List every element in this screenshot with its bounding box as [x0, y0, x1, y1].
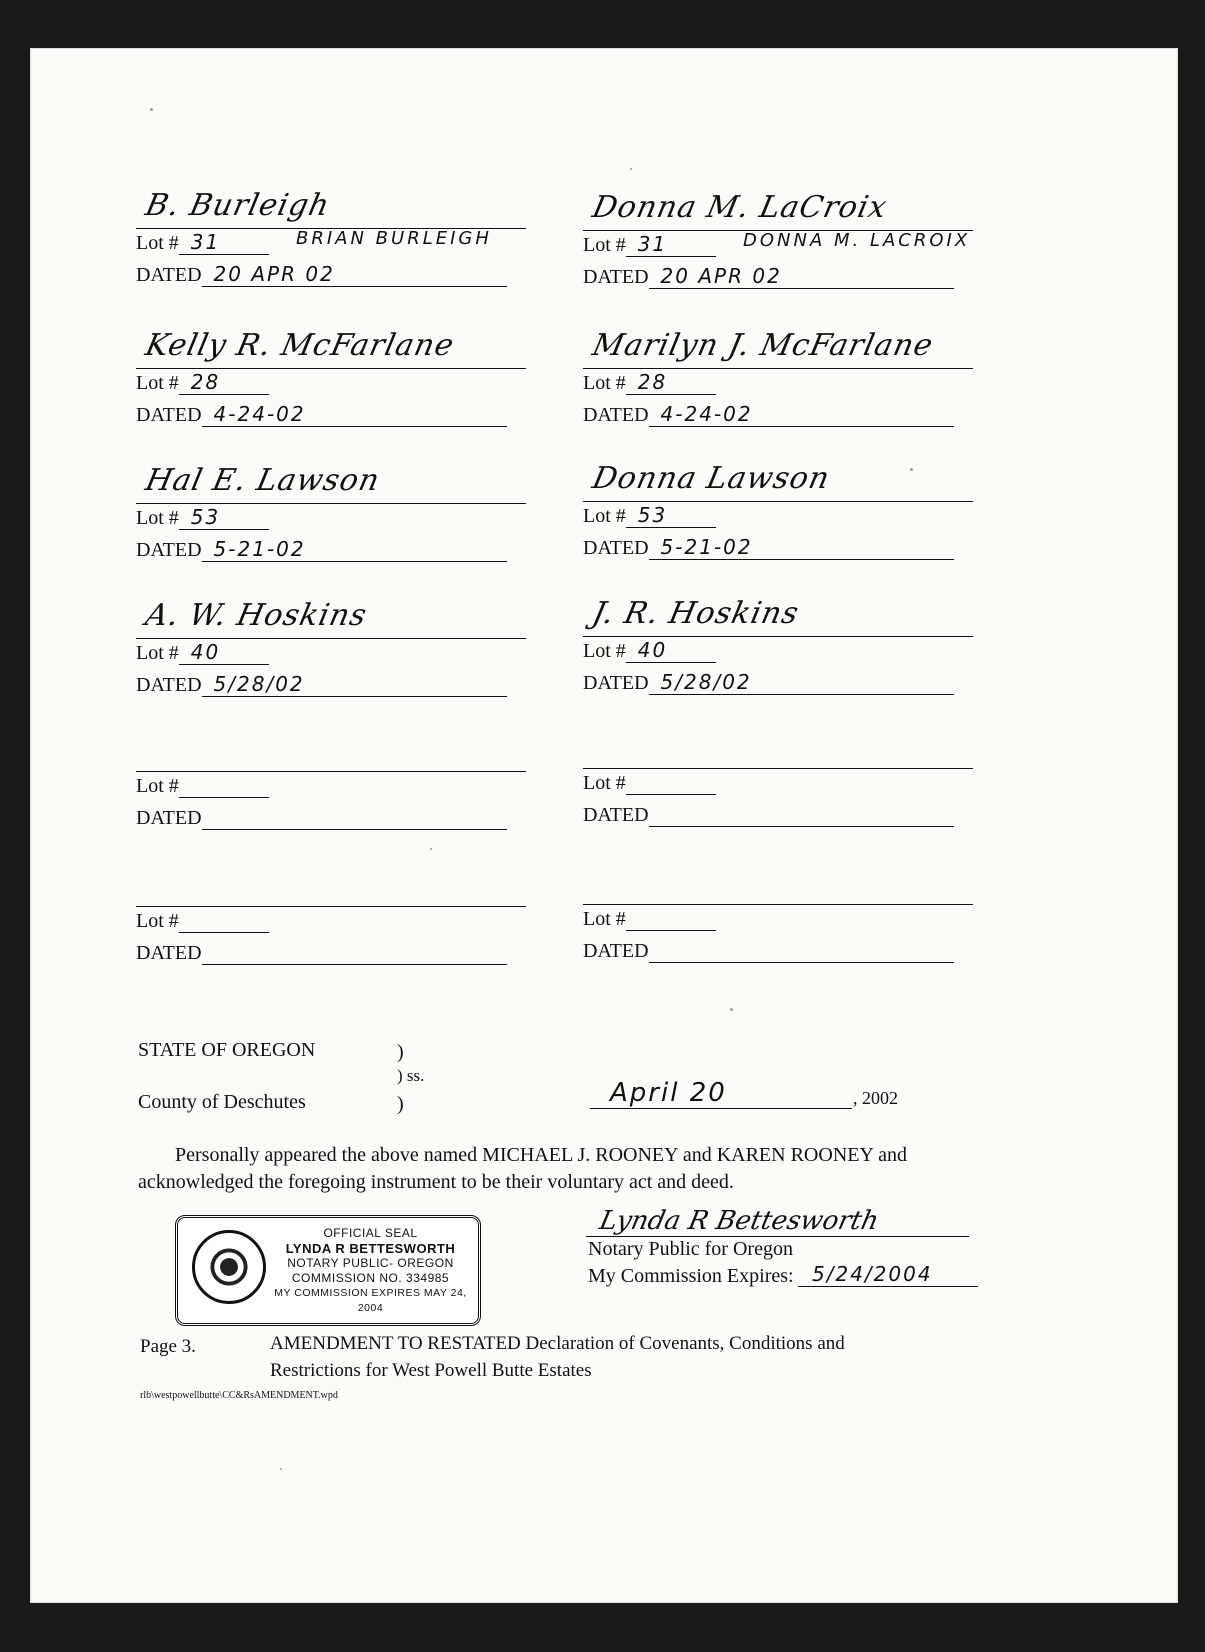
- dated-label: DATED: [583, 804, 649, 826]
- ss-label: ) ss.: [397, 1066, 425, 1085]
- lot-number: 31: [190, 230, 221, 254]
- signature-block: [136, 463, 526, 573]
- seal-line: OFFICIAL SEAL: [323, 1226, 418, 1240]
- scan-speck: [150, 108, 153, 111]
- signature-line: [583, 768, 973, 769]
- signature-line: [136, 368, 526, 369]
- handwritten-signature: Marilyn J. McFarlane: [589, 328, 937, 363]
- dated-label: DATED: [136, 264, 202, 286]
- lot-label: Lot #: [136, 372, 179, 394]
- lot-label: Lot #: [583, 372, 626, 394]
- lot-label: Lot #: [583, 640, 626, 662]
- handwritten-signature: J. R. Hoskins: [589, 596, 803, 631]
- notary-signature: Lynda R Bettesworth: [596, 1206, 882, 1236]
- notary-seal-stamp: [175, 1215, 481, 1326]
- signature-line: [136, 503, 526, 504]
- commission-expires-label: My Commission Expires:: [588, 1265, 794, 1287]
- lot-label: Lot #: [136, 910, 179, 932]
- commission-expires-date: 5/24/2004: [812, 1262, 933, 1286]
- dated-label: DATED: [136, 404, 202, 426]
- acknowledgment-text-1: Personally appeared the above named MICHAEL J. ROONEY and KAREN ROONEY and: [175, 1144, 908, 1166]
- signature-line: [583, 368, 973, 369]
- seal-line: COMMISSION NO. 334985: [291, 1271, 450, 1285]
- seal-line: LYNDA R BETTESWORTH: [285, 1241, 456, 1256]
- date-value: 4-24-02: [660, 402, 753, 426]
- handwritten-signature: Donna Lawson: [589, 461, 834, 496]
- handwritten-signature: A. W. Hoskins: [142, 598, 371, 633]
- signature-line: [583, 636, 973, 637]
- dated-label: DATED: [583, 672, 649, 694]
- dated-label: DATED: [136, 674, 202, 696]
- bracket: ): [397, 1041, 404, 1063]
- signature-block: [583, 728, 973, 838]
- signature-line: [583, 904, 973, 905]
- signature-block: [136, 188, 526, 298]
- scan-speck: [730, 1008, 733, 1011]
- lot-label: Lot #: [136, 642, 179, 664]
- printed-name: DONNA M. LACROIX: [743, 230, 971, 251]
- commission-expires-line: [798, 1260, 978, 1287]
- lot-label: Lot #: [136, 232, 179, 254]
- lot-label: Lot #: [583, 505, 626, 527]
- lot-label: Lot #: [136, 507, 179, 529]
- signature-block: [583, 461, 973, 571]
- state-label: STATE OF OREGON: [138, 1039, 316, 1061]
- signature-block: [136, 598, 526, 708]
- signature-block: [583, 328, 973, 438]
- signature-block: [583, 864, 973, 974]
- document-title-2: Restrictions for West Powell Butte Estates: [270, 1360, 592, 1381]
- date-value: 5/28/02: [213, 672, 305, 696]
- date-value: 20 APR 02: [213, 262, 335, 286]
- handwritten-signature: Kelly R. McFarlane: [142, 328, 458, 363]
- dated-label: DATED: [136, 539, 202, 561]
- dated-label: DATED: [583, 404, 649, 426]
- lot-label: Lot #: [583, 908, 626, 930]
- signature-line: [583, 501, 973, 502]
- file-path: rlb\westpowellbutte\CC&RsAMENDMENT.wpd: [140, 1390, 338, 1401]
- handwritten-signature: B. Burleigh: [142, 188, 334, 223]
- printed-name: BRIAN BURLEIGH: [296, 228, 492, 249]
- lot-number: 40: [190, 640, 221, 664]
- signature-line: [136, 771, 526, 772]
- dated-label: DATED: [136, 807, 202, 829]
- dated-label: DATED: [136, 942, 202, 964]
- acknowledgment-date: April 20: [610, 1078, 727, 1108]
- lot-number: 28: [637, 370, 668, 394]
- dated-label: DATED: [583, 940, 649, 962]
- notary-signature-line: [586, 1200, 969, 1237]
- scan-speck: [280, 1468, 282, 1470]
- date-value: 20 APR 02: [660, 264, 782, 288]
- document-page: [30, 48, 1178, 1603]
- signature-block: [136, 866, 526, 976]
- signature-block: [136, 328, 526, 438]
- signature-line: [136, 638, 526, 639]
- signature-block: [583, 596, 973, 706]
- document-title-1: AMENDMENT TO RESTATED Declaration of Covenants, Conditions and: [270, 1333, 845, 1354]
- lot-number: 53: [637, 503, 668, 527]
- handwritten-signature: Hal E. Lawson: [142, 463, 384, 498]
- lot-number: 28: [190, 370, 221, 394]
- lot-label: Lot #: [583, 234, 626, 256]
- date-value: 4-24-02: [213, 402, 306, 426]
- acknowledgment-year: , 2002: [853, 1088, 898, 1108]
- lot-label: Lot #: [136, 775, 179, 797]
- date-value: 5-21-02: [213, 537, 306, 561]
- acknowledgment-text-2: acknowledged the foregoing instrument to be their voluntary act and deed.: [138, 1171, 734, 1193]
- county-label: County of Deschutes: [138, 1091, 306, 1113]
- signature-block: [136, 731, 526, 841]
- bracket: ): [397, 1093, 404, 1115]
- dated-label: DATED: [583, 537, 649, 559]
- lot-number: 53: [190, 505, 221, 529]
- state-seal-emblem: [192, 1230, 266, 1304]
- seal-line: NOTARY PUBLIC- OREGON: [287, 1256, 454, 1270]
- date-line: [590, 1078, 852, 1109]
- scan-speck: [630, 168, 632, 170]
- lot-number: 40: [637, 638, 668, 662]
- signature-line: [136, 906, 526, 907]
- lot-label: Lot #: [583, 772, 626, 794]
- lot-number: 31: [637, 232, 668, 256]
- dated-label: DATED: [583, 266, 649, 288]
- handwritten-signature: Donna M. LaCroix: [589, 190, 891, 225]
- scan-speck: [430, 848, 432, 850]
- date-value: 5-21-02: [660, 535, 753, 559]
- seal-line: MY COMMISSION EXPIRES MAY 24, 2004: [274, 1287, 467, 1314]
- date-value: 5/28/02: [660, 670, 752, 694]
- notary-title: Notary Public for Oregon: [588, 1238, 793, 1260]
- page-number: Page 3.: [140, 1336, 196, 1357]
- signature-block: [583, 190, 973, 300]
